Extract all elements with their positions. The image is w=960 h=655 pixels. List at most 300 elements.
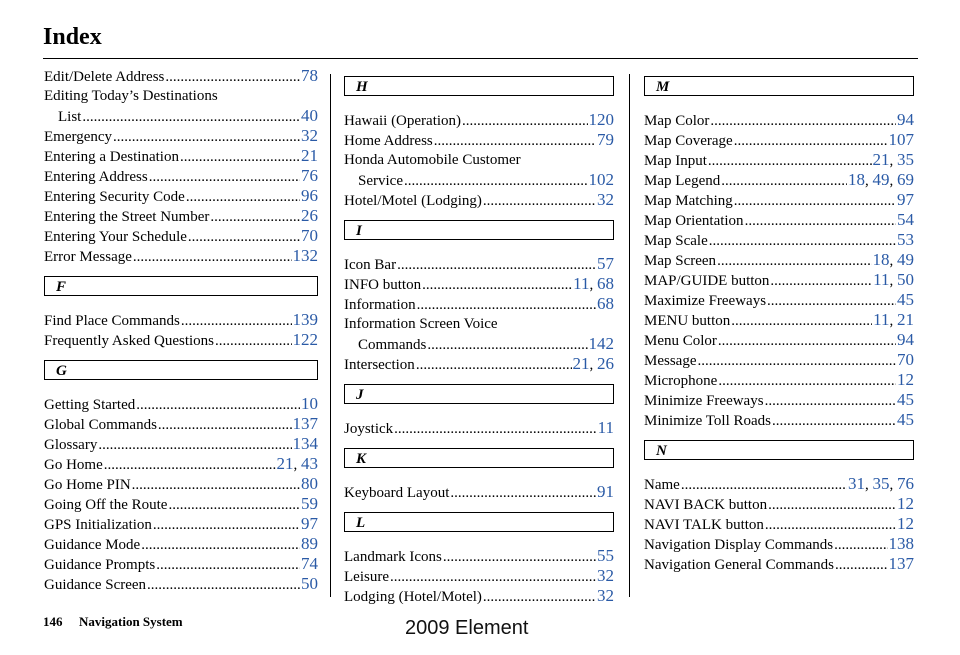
leader-dots	[772, 411, 896, 431]
index-entry-text: Map Screen	[644, 253, 717, 269]
leader-dots	[450, 483, 596, 503]
page-link[interactable]: 137	[888, 554, 914, 573]
page-references	[897, 350, 914, 370]
index-entry	[644, 554, 914, 574]
page-references	[301, 186, 318, 206]
section-letter-g: G	[44, 360, 318, 380]
page-link[interactable]: 68	[597, 294, 614, 313]
index-entry	[344, 170, 614, 190]
index-entry-heading: Editing Today’s Destinations	[44, 88, 218, 104]
page-link[interactable]: 59	[301, 494, 318, 513]
index-entry	[644, 290, 914, 310]
page-link[interactable]: 11	[597, 418, 614, 437]
index-entry-text: Name	[644, 477, 680, 493]
leader-dots	[149, 167, 300, 187]
page-link[interactable]: 21	[872, 150, 890, 169]
page-references	[889, 130, 915, 150]
page-references	[301, 206, 318, 226]
page-link[interactable]: 70	[301, 226, 318, 245]
page-link[interactable]: 12	[897, 370, 914, 389]
index-entry	[44, 126, 318, 146]
leader-dots	[98, 435, 291, 455]
index-entry-text: Commands	[358, 337, 427, 353]
index-entry-text: Landmark Icons	[344, 549, 442, 565]
leader-dots	[718, 371, 896, 391]
leader-dots	[390, 567, 596, 587]
index-entry	[344, 254, 614, 274]
index-entry	[644, 150, 914, 170]
leader-dots	[165, 67, 300, 87]
index-entry-text: Guidance Screen	[44, 577, 147, 593]
index-entry-text: Intersection	[344, 357, 415, 373]
leader-dots	[710, 111, 896, 131]
index-entry-text: Going Off the Route	[44, 497, 168, 513]
leader-dots	[136, 395, 300, 415]
page-references	[293, 246, 319, 266]
index-entry	[44, 514, 318, 534]
page-references: 11, 50	[873, 270, 914, 289]
index-entry-text: Menu Color	[644, 333, 717, 349]
page-references	[597, 586, 614, 606]
page-references	[897, 370, 914, 390]
index-entry	[44, 106, 318, 126]
index-entry	[644, 230, 914, 250]
leader-dots	[82, 107, 300, 127]
page-title: Index	[43, 24, 102, 50]
index-entry-text: INFO button	[344, 277, 422, 293]
page-references	[897, 210, 914, 230]
page-link[interactable]: 18	[872, 250, 890, 269]
page-link[interactable]: 57	[597, 254, 614, 273]
page-link[interactable]: 55	[597, 546, 614, 565]
index-entry-text: Entering Your Schedule	[44, 229, 187, 245]
page-references	[301, 66, 318, 86]
leader-dots	[765, 515, 896, 535]
index-entry	[344, 354, 614, 374]
page-link[interactable]: 21	[572, 354, 590, 373]
index-entry-text: MENU button	[644, 313, 731, 329]
index-entry-text: Go Home	[44, 457, 103, 473]
page-link[interactable]: 43	[301, 454, 318, 473]
page-link[interactable]: 80	[301, 474, 318, 493]
page-references: 11, 21	[873, 310, 914, 329]
section-letter-m: M	[644, 76, 914, 96]
index-entry	[44, 454, 318, 474]
index-entry-text: Navigation Display Commands	[644, 537, 834, 553]
index-entry	[44, 330, 318, 350]
index-entry	[44, 186, 318, 206]
column-divider	[330, 74, 331, 597]
leader-dots	[709, 231, 896, 251]
index-entry-text: Entering Address	[44, 169, 148, 185]
leader-dots	[443, 547, 596, 567]
section-letter-k: K	[344, 448, 614, 468]
index-entry	[44, 226, 318, 246]
leader-dots	[834, 535, 887, 555]
leader-dots	[734, 191, 896, 211]
page-link[interactable]: 91	[597, 482, 614, 501]
page-link[interactable]: 120	[588, 110, 614, 129]
page-link[interactable]: 18	[848, 170, 865, 189]
index-entry-text: Map Legend	[644, 173, 721, 189]
index-entry	[644, 190, 914, 210]
page-link[interactable]: 21	[276, 454, 294, 473]
page-link[interactable]: 102	[588, 170, 614, 189]
leader-dots	[483, 191, 596, 211]
page-link[interactable]: 94	[897, 110, 914, 129]
leader-dots	[113, 127, 300, 147]
index-entry-text: Minimize Freeways	[644, 393, 764, 409]
page-link[interactable]: 132	[292, 246, 318, 265]
index-column-2	[344, 66, 614, 606]
page-link[interactable]: 70	[897, 350, 914, 369]
leader-dots	[745, 211, 896, 231]
page-link[interactable]: 122	[292, 330, 318, 349]
index-entry	[644, 110, 914, 130]
page-link[interactable]: 45	[897, 390, 914, 409]
leader-dots	[698, 351, 897, 371]
index-entry-text: Emergency	[44, 129, 113, 145]
index-entry	[344, 130, 614, 150]
page-references	[889, 534, 915, 554]
page-link[interactable]: 12	[897, 494, 914, 513]
leader-dots	[721, 171, 847, 191]
page-link[interactable]: 21	[301, 146, 318, 165]
page-references	[897, 390, 914, 410]
leader-dots	[186, 187, 300, 207]
page-link[interactable]: 97	[897, 190, 914, 209]
leader-dots	[133, 247, 292, 267]
index-entry-text: Keyboard Layout	[344, 485, 450, 501]
page-link[interactable]: 53	[897, 230, 914, 249]
section-letter-f: F	[44, 276, 318, 296]
index-entry	[44, 414, 318, 434]
index-entry-text: Map Color	[644, 113, 710, 129]
index-entry-text: Joystick	[344, 421, 394, 437]
page-references	[897, 230, 914, 250]
index-entry-text: Guidance Prompts	[44, 557, 156, 573]
page-link[interactable]: 79	[597, 130, 614, 149]
index-entry-text: Guidance Mode	[44, 537, 141, 553]
page-references: 21, 26	[572, 354, 614, 373]
page-link[interactable]: 32	[597, 190, 614, 209]
page-references	[301, 226, 318, 246]
index-entry	[644, 130, 914, 150]
leader-dots	[422, 275, 572, 295]
index-entry	[644, 410, 914, 430]
index-entry	[44, 146, 318, 166]
index-entry	[644, 350, 914, 370]
leader-dots	[708, 151, 872, 171]
leader-dots	[397, 255, 596, 275]
page-references	[597, 130, 614, 150]
index-entry	[644, 514, 914, 534]
page-references	[897, 330, 914, 350]
index-entry	[44, 206, 318, 226]
page-link[interactable]: 69	[897, 170, 914, 189]
page-references	[597, 190, 614, 210]
page-link[interactable]: 76	[301, 166, 318, 185]
index-entry-text: Glossary	[44, 437, 98, 453]
leader-dots	[434, 131, 596, 151]
index-entry-text: Hawaii (Operation)	[344, 113, 462, 129]
page-references	[897, 110, 914, 130]
index-entry	[644, 534, 914, 554]
page-link[interactable]: 32	[301, 126, 318, 145]
index-entry	[344, 482, 614, 502]
page-references	[293, 434, 319, 454]
leader-dots	[404, 171, 588, 191]
page-link[interactable]: 10	[301, 394, 318, 413]
page-references	[597, 482, 614, 502]
page-link[interactable]: 11	[573, 274, 590, 293]
page-references	[301, 106, 318, 126]
index-entry	[344, 334, 614, 354]
page-references	[293, 310, 319, 330]
index-entry-text: Home Address	[344, 133, 433, 149]
index-entry	[344, 586, 614, 606]
page-references	[897, 494, 914, 514]
index-entry	[44, 554, 318, 574]
page-references	[301, 146, 318, 166]
page-references	[897, 410, 914, 430]
leader-dots	[768, 495, 896, 515]
leader-dots	[717, 251, 871, 271]
index-entry	[44, 434, 318, 454]
page-references	[598, 418, 614, 438]
page-references	[293, 330, 319, 350]
leader-dots	[158, 415, 292, 435]
index-entry	[344, 274, 614, 294]
index-entry	[644, 494, 914, 514]
index-entry	[344, 566, 614, 586]
page-references	[301, 554, 318, 574]
page-references: 21, 43	[276, 454, 318, 473]
leader-dots	[718, 331, 896, 351]
leader-dots	[181, 311, 292, 331]
page-link[interactable]: 138	[888, 534, 914, 553]
page-references	[301, 514, 318, 534]
page-references	[301, 126, 318, 146]
index-entry-text: Find Place Commands	[44, 313, 180, 329]
index-entry	[344, 110, 614, 130]
index-entry-text: Map Orientation	[644, 213, 744, 229]
page-references: 31, 35, 76	[848, 474, 914, 493]
leader-dots	[731, 311, 872, 331]
page-link[interactable]: 134	[292, 434, 318, 453]
footer-title: Navigation System	[79, 614, 183, 629]
leader-dots	[210, 207, 300, 227]
page-link[interactable]: 49	[872, 170, 890, 189]
index-entry	[644, 250, 914, 270]
page-number: 146	[43, 614, 63, 629]
page-references: 21, 35	[872, 150, 914, 169]
leader-dots	[770, 271, 872, 291]
page-references	[293, 414, 319, 434]
page-link[interactable]: 12	[897, 514, 914, 533]
page-link[interactable]: 107	[888, 130, 914, 149]
index-entry	[644, 370, 914, 390]
section-letter-h: H	[344, 76, 614, 96]
page-link[interactable]: 32	[597, 586, 614, 605]
leader-dots	[734, 131, 888, 151]
index-entry	[344, 294, 614, 314]
page-references	[301, 494, 318, 514]
page-references: 11, 68	[573, 274, 614, 293]
leader-dots	[835, 555, 888, 575]
page-link[interactable]: 94	[897, 330, 914, 349]
index-entry-text: Maximize Freeways	[644, 293, 767, 309]
section-letter-i: I	[344, 220, 614, 240]
leader-dots	[156, 555, 300, 575]
index-entry	[44, 246, 318, 266]
index-entry-text: Error Message	[44, 249, 132, 265]
page-link[interactable]: 142	[588, 334, 614, 353]
index-entry-text: Leisure	[344, 569, 389, 585]
page-link[interactable]: 49	[897, 250, 914, 269]
page-references	[301, 166, 318, 186]
leader-dots	[188, 227, 300, 247]
index-entry-text: Map Scale	[644, 233, 708, 249]
leader-dots	[462, 111, 587, 131]
page-references	[589, 110, 615, 130]
leader-dots	[180, 147, 300, 167]
page-link[interactable]: 26	[301, 206, 318, 225]
page-link[interactable]: 35	[897, 150, 914, 169]
page-link[interactable]: 32	[597, 566, 614, 585]
page-link[interactable]: 96	[301, 186, 318, 205]
index-entry	[644, 474, 914, 494]
page-link[interactable]: 74	[301, 554, 318, 573]
page-link[interactable]: 35	[872, 474, 890, 493]
index-entry	[344, 418, 614, 438]
index-entry	[44, 474, 318, 494]
index-entry-text: Minimize Toll Roads	[644, 413, 772, 429]
index-entry	[644, 310, 914, 330]
index-entry-heading: Information Screen Voice	[344, 316, 498, 332]
index-entry-text: Entering a Destination	[44, 149, 179, 165]
page-references	[301, 534, 318, 554]
index-entry-text: Map Coverage	[644, 133, 733, 149]
index-entry	[44, 66, 318, 86]
page-references	[597, 294, 614, 314]
leader-dots	[416, 355, 572, 375]
page-link[interactable]: 21	[897, 310, 914, 329]
page-references	[597, 546, 614, 566]
leader-dots	[132, 475, 300, 495]
index-entry-text: Icon Bar	[344, 257, 397, 273]
index-entry-text: Message	[644, 353, 697, 369]
title-divider	[43, 58, 918, 59]
index-entry-text: Global Commands	[44, 417, 157, 433]
page-link[interactable]: 97	[301, 514, 318, 533]
leader-dots	[153, 515, 300, 535]
index-column-3	[644, 66, 914, 574]
index-entry-text: Go Home PIN	[44, 477, 131, 493]
index-entry-heading: Honda Automobile Customer	[344, 152, 521, 168]
index-entry-text: Edit/Delete Address	[44, 69, 165, 85]
index-entry-text: Microphone	[644, 373, 718, 389]
page-references	[897, 190, 914, 210]
page-link[interactable]: 54	[897, 210, 914, 229]
page-references: 18, 49, 69	[848, 170, 914, 189]
page-link[interactable]: 139	[292, 310, 318, 329]
page-references	[589, 170, 615, 190]
index-entry	[644, 210, 914, 230]
page-link[interactable]: 50	[897, 270, 914, 289]
page-link[interactable]: 40	[301, 106, 318, 125]
index-entry-text: Service	[358, 173, 403, 189]
page-link[interactable]: 89	[301, 534, 318, 553]
page-link[interactable]: 11	[873, 310, 890, 329]
leader-dots	[427, 335, 587, 355]
section-letter-l: L	[344, 512, 614, 532]
leader-dots	[147, 575, 300, 595]
index-entry-text: Map Matching	[644, 193, 733, 209]
index-column-1	[44, 66, 318, 594]
index-entry	[644, 390, 914, 410]
page-link[interactable]: 50	[301, 574, 318, 593]
index-entry-text: NAVI BACK button	[644, 497, 768, 513]
page-link[interactable]: 45	[897, 290, 914, 309]
leader-dots	[417, 295, 596, 315]
column-divider	[629, 74, 630, 597]
index-entry-text: Map Input	[644, 153, 707, 169]
page-references	[897, 290, 914, 310]
index-entry	[644, 170, 914, 190]
index-entry	[44, 166, 318, 186]
page-link[interactable]: 78	[301, 66, 318, 85]
page-references	[589, 334, 615, 354]
index-entry	[44, 534, 318, 554]
leader-dots	[168, 495, 300, 515]
index-entry	[344, 546, 614, 566]
index-entry-text: GPS Initialization	[44, 517, 152, 533]
page-link[interactable]: 76	[897, 474, 914, 493]
index-entry-text: Lodging (Hotel/Motel)	[344, 589, 482, 605]
section-letter-n: N	[644, 440, 914, 460]
index-entry-text: List	[58, 109, 82, 125]
index-entry	[644, 330, 914, 350]
page-link[interactable]: 31	[848, 474, 865, 493]
page-link[interactable]: 11	[873, 270, 890, 289]
page-references	[301, 394, 318, 414]
index-entry-text: Navigation General Commands	[644, 557, 834, 573]
page-references	[301, 474, 318, 494]
leader-dots	[215, 331, 292, 351]
page-link[interactable]: 45	[897, 410, 914, 429]
index-entry	[44, 574, 318, 594]
index-entry-text: NAVI TALK button	[644, 517, 764, 533]
index-entry-text: MAP/GUIDE button	[644, 273, 770, 289]
watermark: 2009 Element	[405, 617, 529, 639]
leader-dots	[681, 475, 847, 495]
index-entry-text: Entering Security Code	[44, 189, 185, 205]
page-link[interactable]: 26	[597, 354, 614, 373]
leader-dots	[483, 587, 596, 607]
page-link[interactable]: 137	[292, 414, 318, 433]
index-entry	[344, 190, 614, 210]
index-entry	[644, 270, 914, 290]
index-entry	[44, 394, 318, 414]
index-entry-text: Entering the Street Number	[44, 209, 210, 225]
index-entry-text: Getting Started	[44, 397, 136, 413]
leader-dots	[767, 291, 896, 311]
page-references: 18, 49	[872, 250, 914, 269]
page-link[interactable]: 68	[597, 274, 614, 293]
page-references	[897, 514, 914, 534]
page-references	[889, 554, 915, 574]
